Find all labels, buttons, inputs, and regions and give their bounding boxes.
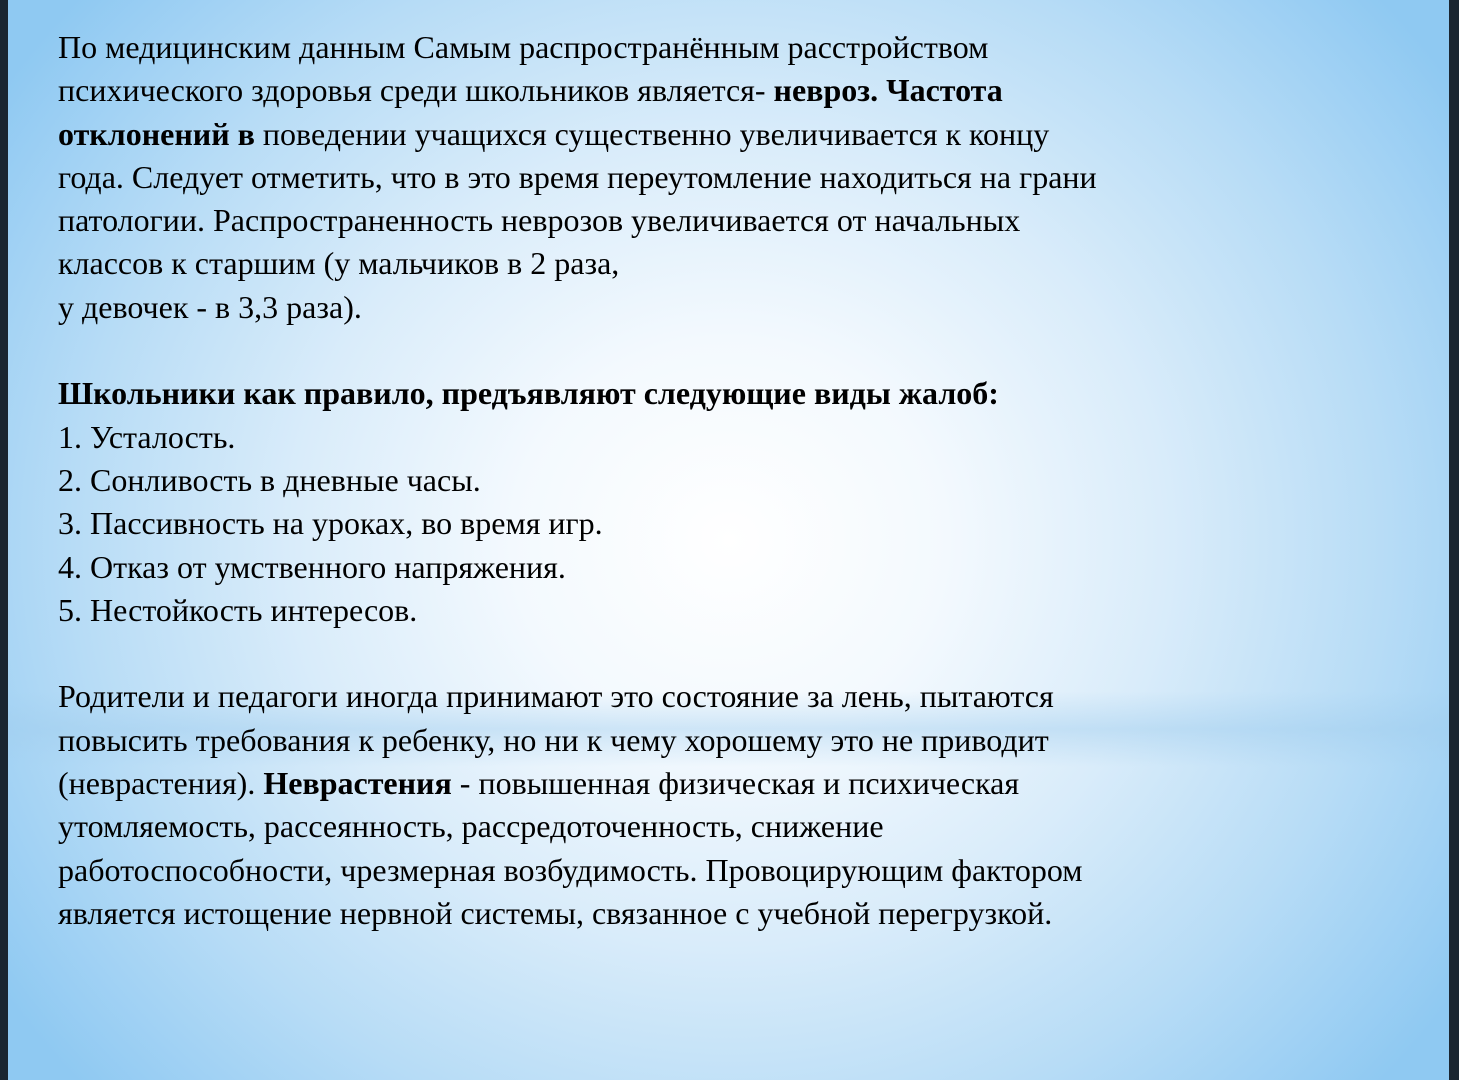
complaints-heading: Школьники как правило, предъявляют следующие виды жалоб: (58, 375, 999, 412)
right-edge-bar (1449, 0, 1459, 1080)
intro-line-6: классов к старшим (у мальчиков в 2 раза, (58, 245, 620, 282)
neurasthenia-line-5: работоспособности, чрезмерная возбудимость. Провоцирующим фактором (58, 851, 1083, 888)
paragraph-gap (58, 632, 1258, 675)
neurasthenia-line-2: повысить требования к ребенку, но ни к чему хорошему это не приводит (58, 721, 1049, 758)
paragraph-gap (58, 329, 1258, 372)
intro-line-1: По медицинским данным Самым распространённым расстройством (58, 29, 989, 65)
complaint-item: 5. Нестойкость интересов. (58, 591, 418, 628)
neurasthenia-line-6: является истощение нервной системы, связанное с учебной перегрузкой. (58, 894, 1053, 931)
left-edge-bar (0, 0, 8, 1080)
intro-bold-deviations: отклонений в (58, 115, 255, 152)
neurasthenia-line-4: утомляемость, рассеянность, рассредоточенность, снижение (58, 808, 884, 845)
complaint-item: 1. Усталость. (58, 418, 236, 455)
complaint-item: 3. Пассивность на уроках, во время игр. (58, 505, 603, 542)
complaint-item: 4. Отказ от умственного напряжения. (58, 548, 566, 585)
intro-line-5: патологии. Распространенность неврозов увеличивается от начальных (58, 202, 1021, 239)
intro-line-4: года. Следует отметить, что в это время переутомление находиться на грани (58, 158, 1097, 195)
complaint-item: 2. Сонливость в дневные часы. (58, 461, 481, 498)
intro-line-3: отклонений в поведении учащихся существенно увеличивается к концу (58, 115, 1050, 152)
neurasthenia-line-1: Родители и педагоги иногда принимают это состояние за лень, пытаются (58, 678, 1054, 715)
intro-line-2: психического здоровья среди школьников является- невроз. Частота (58, 72, 1003, 109)
slide-text-body (58, 26, 1258, 935)
intro-line-7: у девочек - в 3,3 раза). (58, 288, 362, 325)
neurasthenia-term: Неврастения (263, 765, 452, 802)
intro-bold-neurosis: невроз. Частота (773, 72, 1003, 109)
neurasthenia-line-3: (неврастения). Неврастения - повышенная физическая и психическая (58, 765, 1020, 802)
